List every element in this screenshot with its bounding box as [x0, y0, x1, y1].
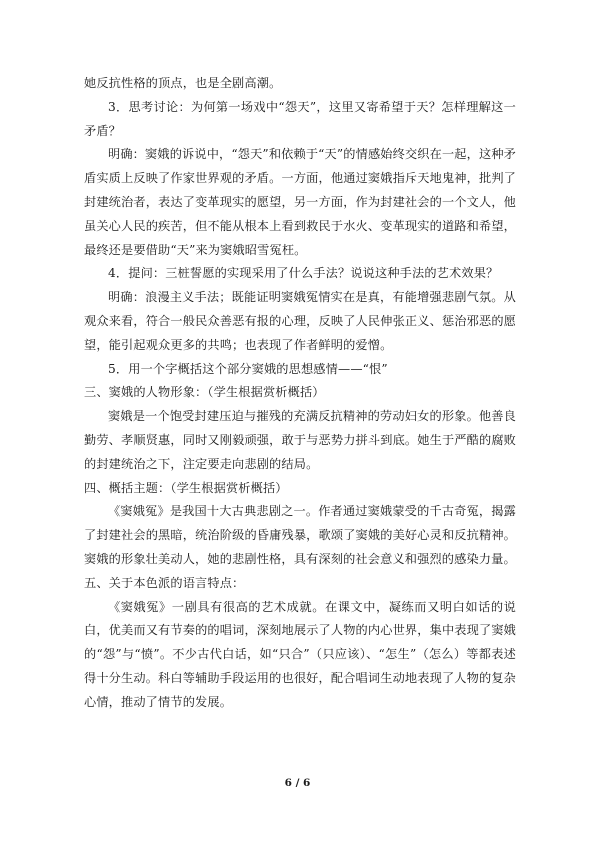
question-4: 4．提问：三桩誓愿的实现采用了什么手法？说说这种手法的艺术效果？ — [108, 266, 499, 281]
question-3: 3．思考讨论：为何第一场戏中“怨天”，这里又寄希望于天？怎样理解这一矛盾？ — [84, 99, 516, 138]
answer-4: 明确：浪漫主义手法；既能证明窦娥冤情实在是真，有能增强悲剧气氛。从观众来看，符合一般民众善恶有报的心理，反映了人民伸张正义、惩治邪恶的愿望，能引起观众更多的共鸣；也表现了作者鲜明的爱憎。 — [84, 290, 516, 352]
section-heading-character: 三、窦娥的人物形象：（学生根据赏析概括） — [84, 385, 325, 400]
paragraph-continuation: 她反抗性格的顶点，也是全剧高潮。 — [84, 76, 282, 90]
section-heading-theme: 四、概括主题：（学生根据赏析概括） — [84, 480, 288, 495]
document-body — [84, 72, 516, 715]
question-5: 5．用一个字概括这个部分窦娥的思想感情——“恨” — [108, 361, 388, 376]
theme-description: 《窦娥冤》是我国十大古典悲剧之一。作者通过窦娥蒙受的千古奇冤，揭露了封建社会的黑暗，统治阶级的昏庸残暴，歌颂了窦娥的美好心灵和反抗精神。窦娥的形象壮美动人，她的悲剧性格，具有深刻的社会意义和强烈的感染力量。 — [84, 504, 516, 566]
section-heading-language: 五、关于本色派的语言特点： — [84, 575, 245, 590]
answer-3: 明确：窦娥的诉说中，“怨天”和依赖于“天”的情感始终交织在一起，这种矛盾实质上反映了作家世界观的矛盾。一方面，他通过窦娥指斥天地鬼神，批判了封建统治者，表达了变革现实的愿望，另一方面，作为封建社会的一个文人，他虽关心人民的疾苦，但不能从根本上看到救民于水火、变革现实的道路和希望，最终还是要借助“天”来为窦娥昭雪冤枉。 — [84, 147, 516, 257]
character-description: 窦娥是一个饱受封建压迫与摧残的充满反抗精神的劳动妇女的形象。他善良勤劳、孝顺贤惠，同时又刚毅顽强，敢于与恶势力拼斗到底。她生于严酷的腐败的封建统治之下，注定要走向悲剧的结局。 — [84, 409, 516, 471]
language-description: 《窦娥冤》一剧具有很高的艺术成就。在课文中，凝练而又明白如话的说白，优美而又有节奏的的唱词，深刻地展示了人物的内心世界，集中表现了窦娥的“怨”与“愤”。不少古代白话，如“只合”（只应该）、“怎生”（怎么）等都表述得十分生动。科白等辅助手段运用的也很好，配合唱词生动地表现了人物的复杂心情，推动了情节的发展。 — [84, 599, 516, 709]
page-number: 6 / 6 — [284, 777, 311, 789]
